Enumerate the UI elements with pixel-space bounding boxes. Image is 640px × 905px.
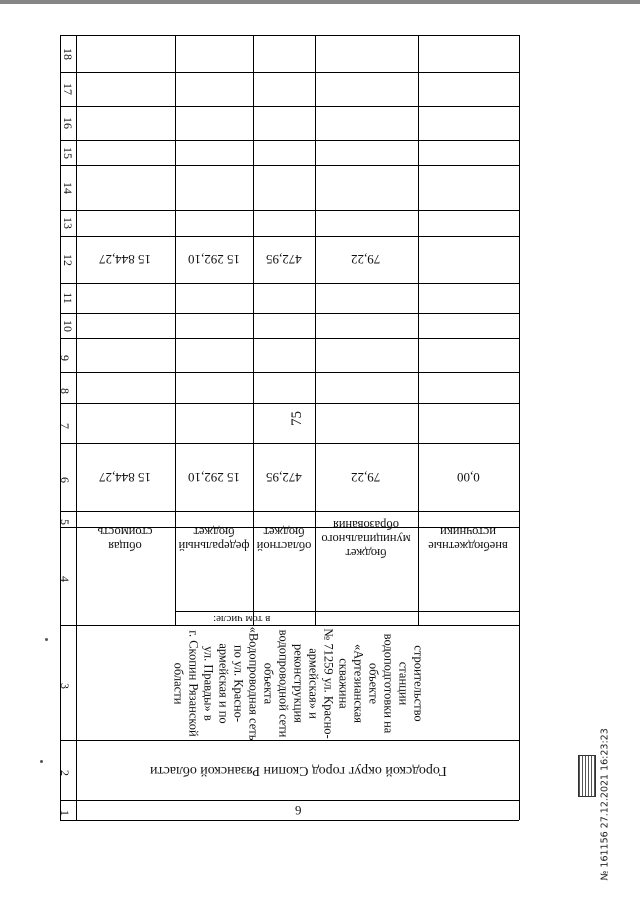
column-divider [60,338,519,339]
project-line: объекта [261,662,276,704]
column-number-14: 14 [61,181,75,194]
source-label: внебюджетные источники [428,525,508,553]
column-divider [60,210,519,211]
column-divider [60,511,519,512]
column-divider [60,313,519,314]
column-number-10: 10 [61,319,75,332]
column-divider [60,236,519,237]
column-number-15: 15 [61,146,75,159]
value-col6: 0,00 [456,469,480,485]
header-column-rule [76,35,77,820]
column-number-12: 12 [61,253,75,266]
project-line: армейская и по [216,642,231,724]
column-divider [60,72,519,73]
column-divider [60,403,519,404]
column-number-9: 9 [58,355,72,361]
including-band-rule [175,611,520,612]
project-line: армейская» и [306,647,321,719]
column-number-7: 7 [58,423,72,429]
column-divider [60,140,519,141]
document-logo [578,755,596,797]
value-col6: 472,95 [266,469,302,485]
column-number-6: 6 [58,477,72,483]
column-number-11: 11 [60,292,75,304]
project-description [171,626,426,740]
value-col6: 15 844,27 [99,469,151,485]
column-number-5: 5 [58,519,72,525]
speck [45,638,48,641]
column-number-8: 8 [58,387,72,394]
value-col6: 79,22 [351,469,381,485]
source-label: бюджет муниципального образования [321,518,411,560]
column-divider [60,800,519,801]
project-line: объекте [366,662,381,704]
source-label: федеральный бюджет [178,525,250,553]
value-col6: 15 292,10 [188,469,240,485]
project-line: строительство [411,644,426,722]
project-line: «Артезианская [351,643,366,723]
table-border-right [519,35,520,820]
project-line: по ул. Красно- [231,644,246,722]
project-line: «Водопроводная сеть [246,626,261,740]
project-line: реконструкция [291,643,306,723]
source-label: областной бюджет [256,525,312,553]
column-number-2: 2 [58,770,72,776]
value-col12: 15 844,27 [99,252,151,267]
registration-stamp: № 161156 27.12.2021 16:23:23 [599,728,611,881]
project-line: водопроводной сети [276,629,291,737]
column-number-16: 16 [61,117,75,129]
table-border-top [60,35,519,36]
project-line: станции [396,661,411,705]
project-line: г. Скопин Рязанской [186,629,201,737]
column-divider [60,372,519,373]
value-col12: 79,22 [351,252,381,267]
project-line: области [171,662,186,704]
column-divider [60,283,519,284]
value-col12: 472,95 [266,252,302,267]
table-border-bottom [60,820,519,821]
project-line: ул. Правды» в [201,645,216,721]
column-number-3: 3 [58,682,72,689]
page-number: 75 [289,411,305,426]
column-divider [60,443,519,444]
source-label: общая стоимость [97,525,153,553]
column-divider [60,165,519,166]
column-number-4: 4 [58,576,72,582]
column-number-18: 18 [61,47,75,60]
region-name: Городской округ город Скопин Рязанской области [149,763,447,778]
project-line: № 71259 ул. Красно- [321,627,336,739]
project-line: водоподготовки на [381,633,396,733]
row-number: 6 [294,802,302,818]
column-number-17: 17 [61,83,75,95]
column-number-13: 13 [61,217,75,229]
including-label: в том числе: [213,612,271,625]
value-col12: 15 292,10 [188,252,240,267]
column-number-1: 1 [58,810,72,816]
project-line: скважина [336,657,351,709]
speck [40,760,43,763]
column-divider [60,106,519,107]
source-row-divider [418,35,419,625]
